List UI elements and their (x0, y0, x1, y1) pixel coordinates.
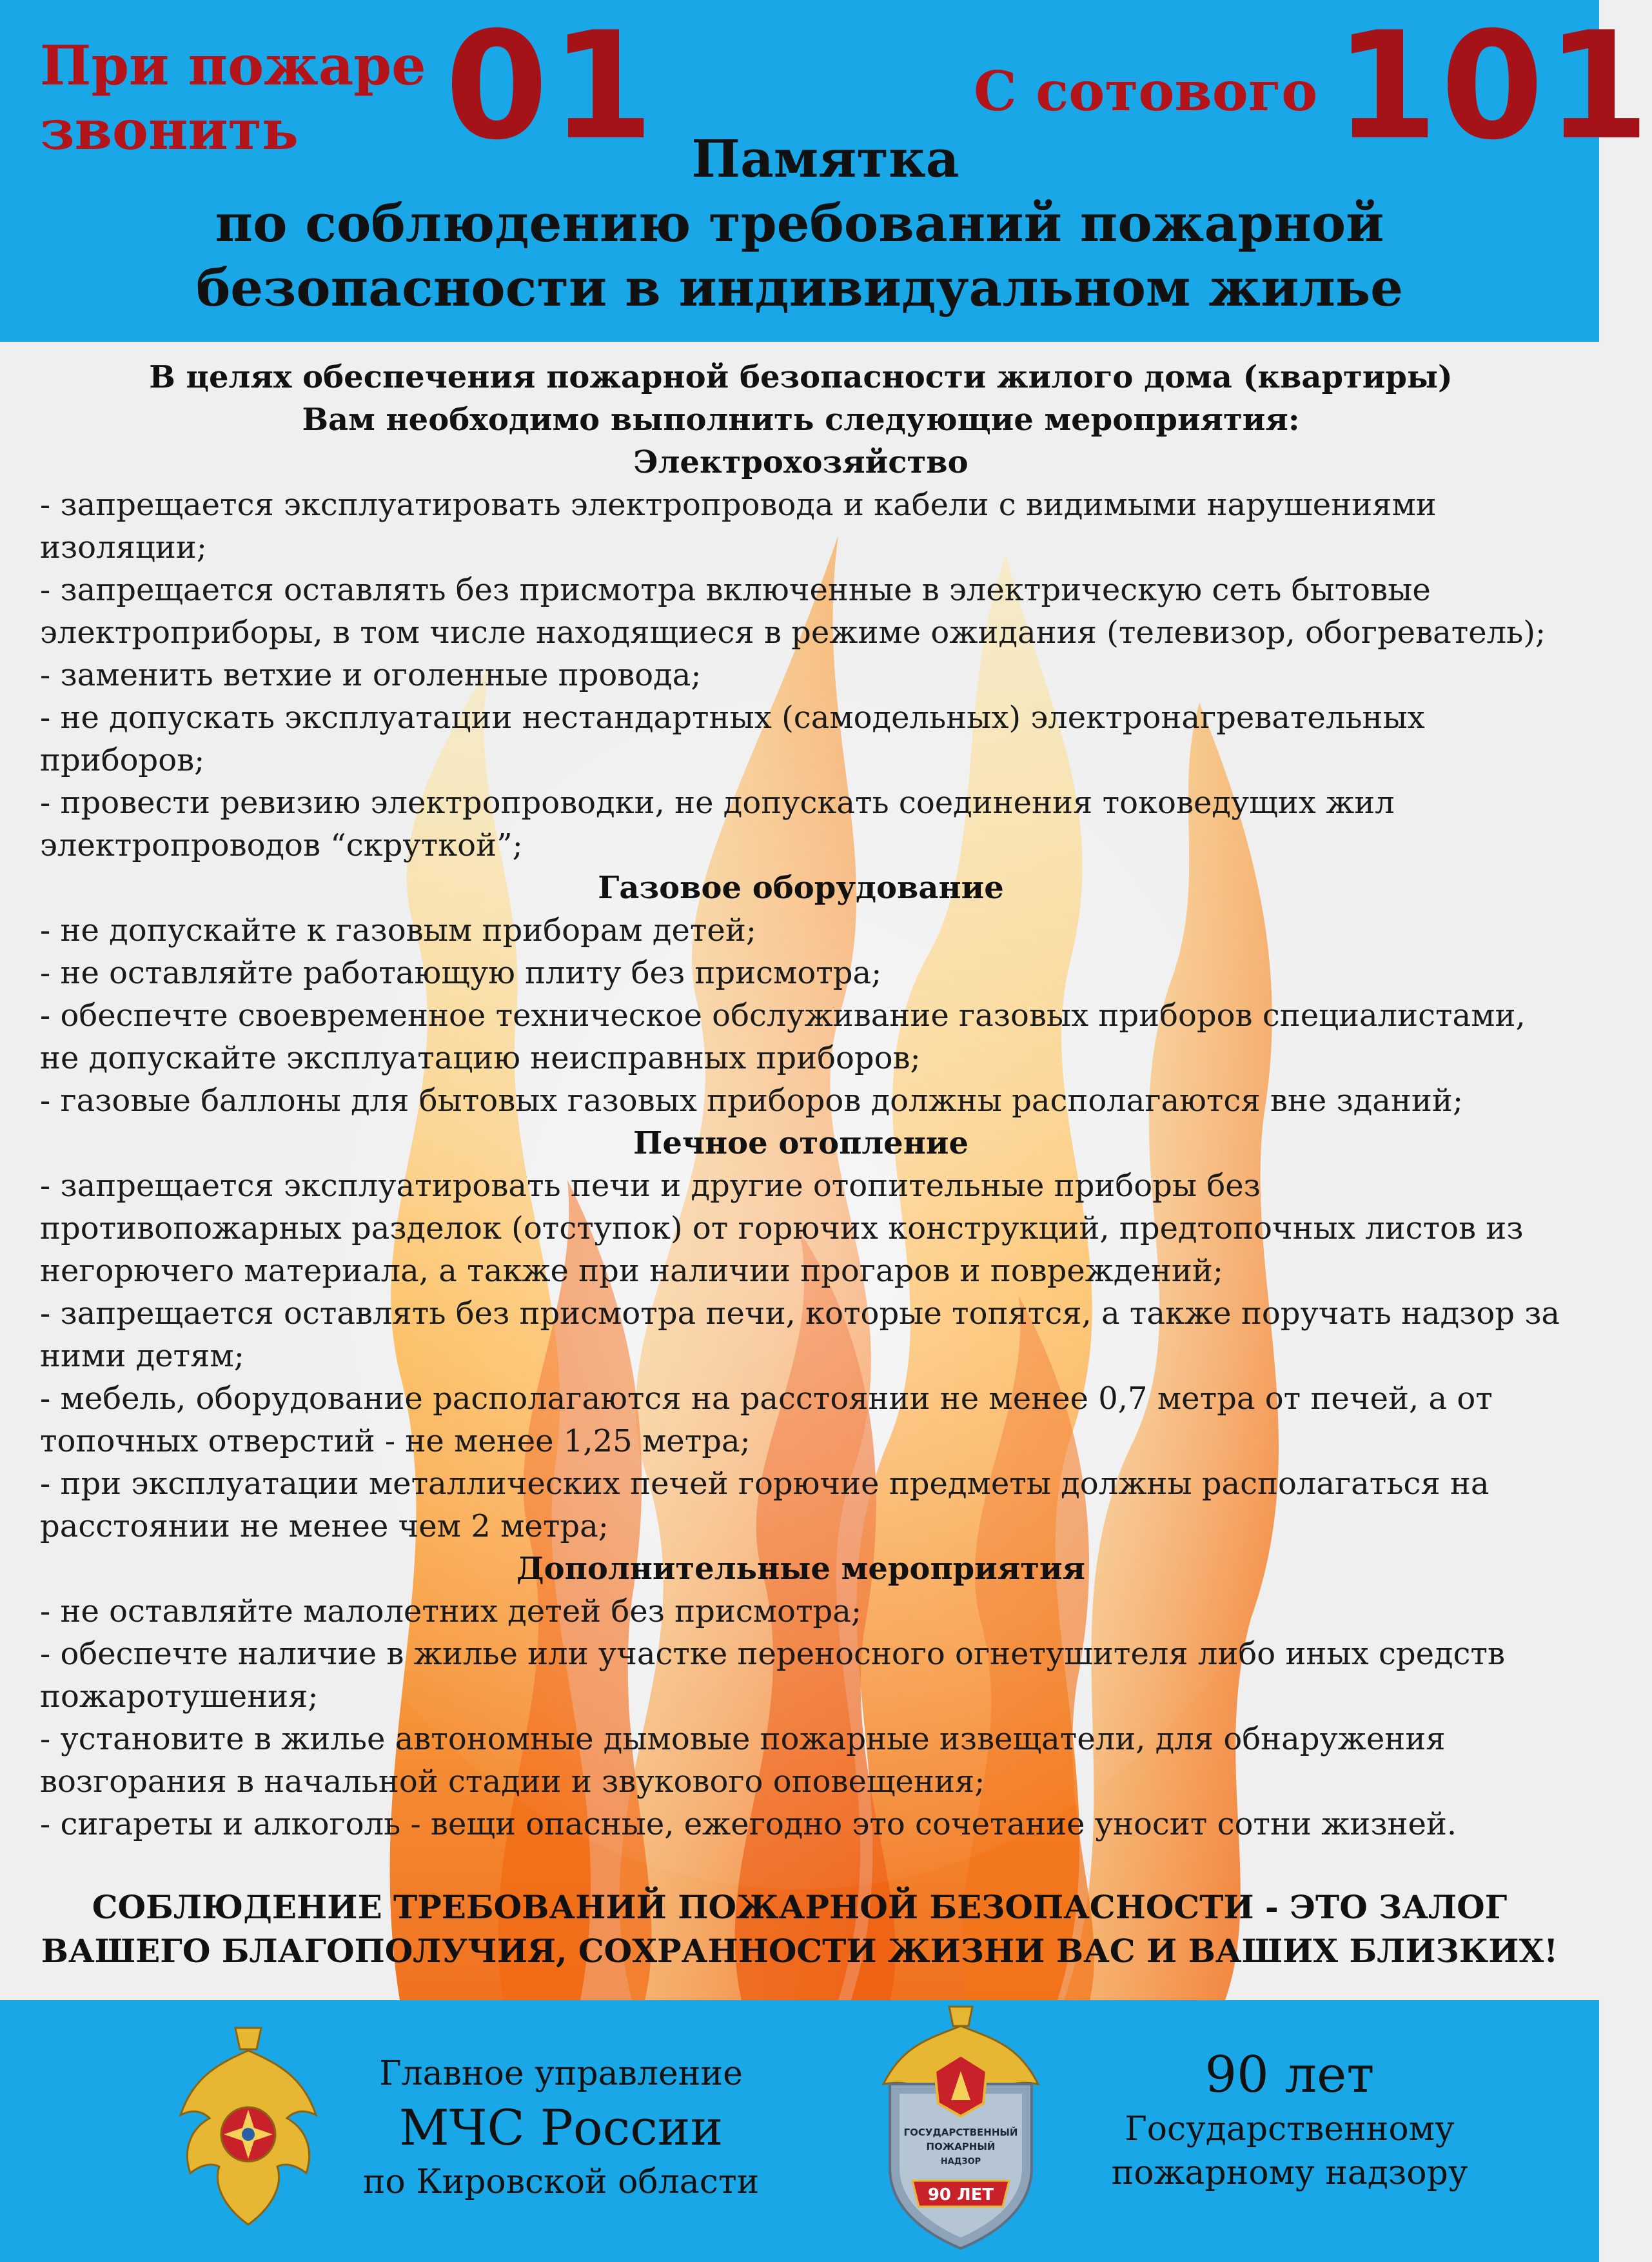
list-item: - не оставляйте работающую плиту без присмотра; (40, 955, 882, 991)
page-title (0, 126, 1599, 320)
intro-line1: В целях обеспечения пожарной безопасности жилого дома (квартиры) (149, 359, 1453, 395)
list-item: - обеспечте своевременное техническое обслуживание газовых приборов специалистами, не допускайте эксплуатацию неисправных приборов; (40, 998, 1526, 1076)
list-item: - запрещается эксплуатировать электропровода и кабели с видимыми нарушениями изоляции; (40, 487, 1437, 566)
anniversary-text (1057, 2043, 1522, 2195)
section-title-gas: Газовое оборудование (598, 870, 1004, 906)
badge-text-line3: НАДЗОР (940, 2157, 981, 2167)
mchs-eagle-emblem-icon (174, 2025, 322, 2231)
list-item: - сигареты и алкоголь - вещи опасные, ежегодно это сочетание уносит сотни жизней. (40, 1806, 1457, 1842)
list-item: - заменить ветхие и оголенные провода; (40, 657, 702, 693)
closing-slogan (26, 1885, 1573, 1973)
list-item: - газовые баллоны для бытовых газовых приборов должны располагаются вне зданий; (40, 1083, 1464, 1119)
intro-line2: Вам необходимо выполнить следующие мероприятия: (302, 402, 1300, 438)
landline-emergency-number: 01 (445, 1, 657, 173)
list-item: - установите в жилье автономные дымовые пожарные извещатели, для обнаружения возгорания в начальной стадии и звукового оповещения; (40, 1721, 1446, 1800)
closing-line2: ВАШЕГО БЛАГОПОЛУЧИЯ, СОХРАННОСТИ ЖИЗНИ ВАС И ВАШИХ БЛИЗКИХ! (41, 1932, 1559, 1970)
title-line3: безопасности в индивидуальном жилье (195, 257, 1404, 318)
closing-line1: СОБЛЮДЕНИЕ ТРЕБОВАНИЙ ПОЖАРНОЙ БЕЗОПАСНОСТИ - ЭТО ЗАЛОГ (92, 1888, 1508, 1926)
list-item: - запрещается оставлять без присмотра печи, которые топятся, а также поручать надзор за ними детям; (40, 1295, 1560, 1374)
memo-body (40, 356, 1562, 1845)
anniversary-line3: пожарному надзору (1111, 2154, 1468, 2192)
section-title-electrical: Электрохозяйство (633, 444, 969, 480)
title-line2: по соблюдению требований пожарной (215, 193, 1384, 253)
list-item: - не допускать эксплуатации нестандартных (самодельных) электронагревательных приборов; (40, 700, 1425, 778)
call-left-line1: При пожаре (40, 34, 426, 97)
fire-supervision-badge-icon (877, 2007, 1045, 2252)
call-left-line2: звонить (40, 98, 299, 162)
mobile-emergency-number: 101 (1335, 1, 1652, 173)
list-item: - запрещается оставлять без присмотра включенные в электрическую сеть бытовые электроприборы, в том числе находящиеся в режиме ожидания (телевизор, обогреватель); (40, 572, 1546, 651)
agency-line2: МЧС России (398, 2099, 723, 2156)
list-item: - обеспечте наличие в жилье или участке переносного огнетушителя либо иных средств пожаротушения; (40, 1636, 1505, 1715)
list-item: - не допускайте к газовым приборам детей; (40, 912, 756, 949)
agency-line3: по Кировской области (362, 2163, 760, 2201)
badge-text-line1: ГОСУДАРСТВЕННЫЙ (903, 2127, 1018, 2138)
list-item: - при эксплуатации металлических печей горючие предметы должны располагаться на расстоянии не менее чем 2 метра; (40, 1466, 1490, 1544)
agency-name (342, 2051, 780, 2205)
anniversary-line2: Государственному (1125, 2110, 1455, 2149)
title-line1: Памятка (691, 128, 959, 189)
list-item: - провести ревизию электропроводки, не допускать соединения токоведущих жил электропроводов “скруткой”; (40, 785, 1395, 863)
agency-line1: Главное управление (379, 2054, 743, 2093)
badge-text-line2: ПОЖАРНЫЙ (926, 2141, 996, 2152)
section-title-additional: Дополнительные мероприятия (516, 1551, 1085, 1587)
list-item: - не оставляйте малолетних детей без присмотра; (40, 1593, 862, 1629)
anniversary-line1: 90 лет (1205, 2046, 1375, 2104)
badge-ribbon-text: 90 ЛЕТ (927, 2185, 994, 2205)
call-instruction-mobile: С сотового (974, 59, 1318, 123)
section-title-stove-heating: Печное отопление (633, 1125, 969, 1161)
list-item: - запрещается эксплуатировать печи и другие отопительные приборы без противопожарных разделок (отступок) от горючих конструкций, предтопочных листов из негорючего материала, а также при наличии прогаров и повреждений; (40, 1168, 1524, 1289)
list-item: - мебель, оборудование располагаются на расстоянии не менее 0,7 метра от печей, а от топочных отверстий - не менее 1,25 метра; (40, 1381, 1493, 1459)
